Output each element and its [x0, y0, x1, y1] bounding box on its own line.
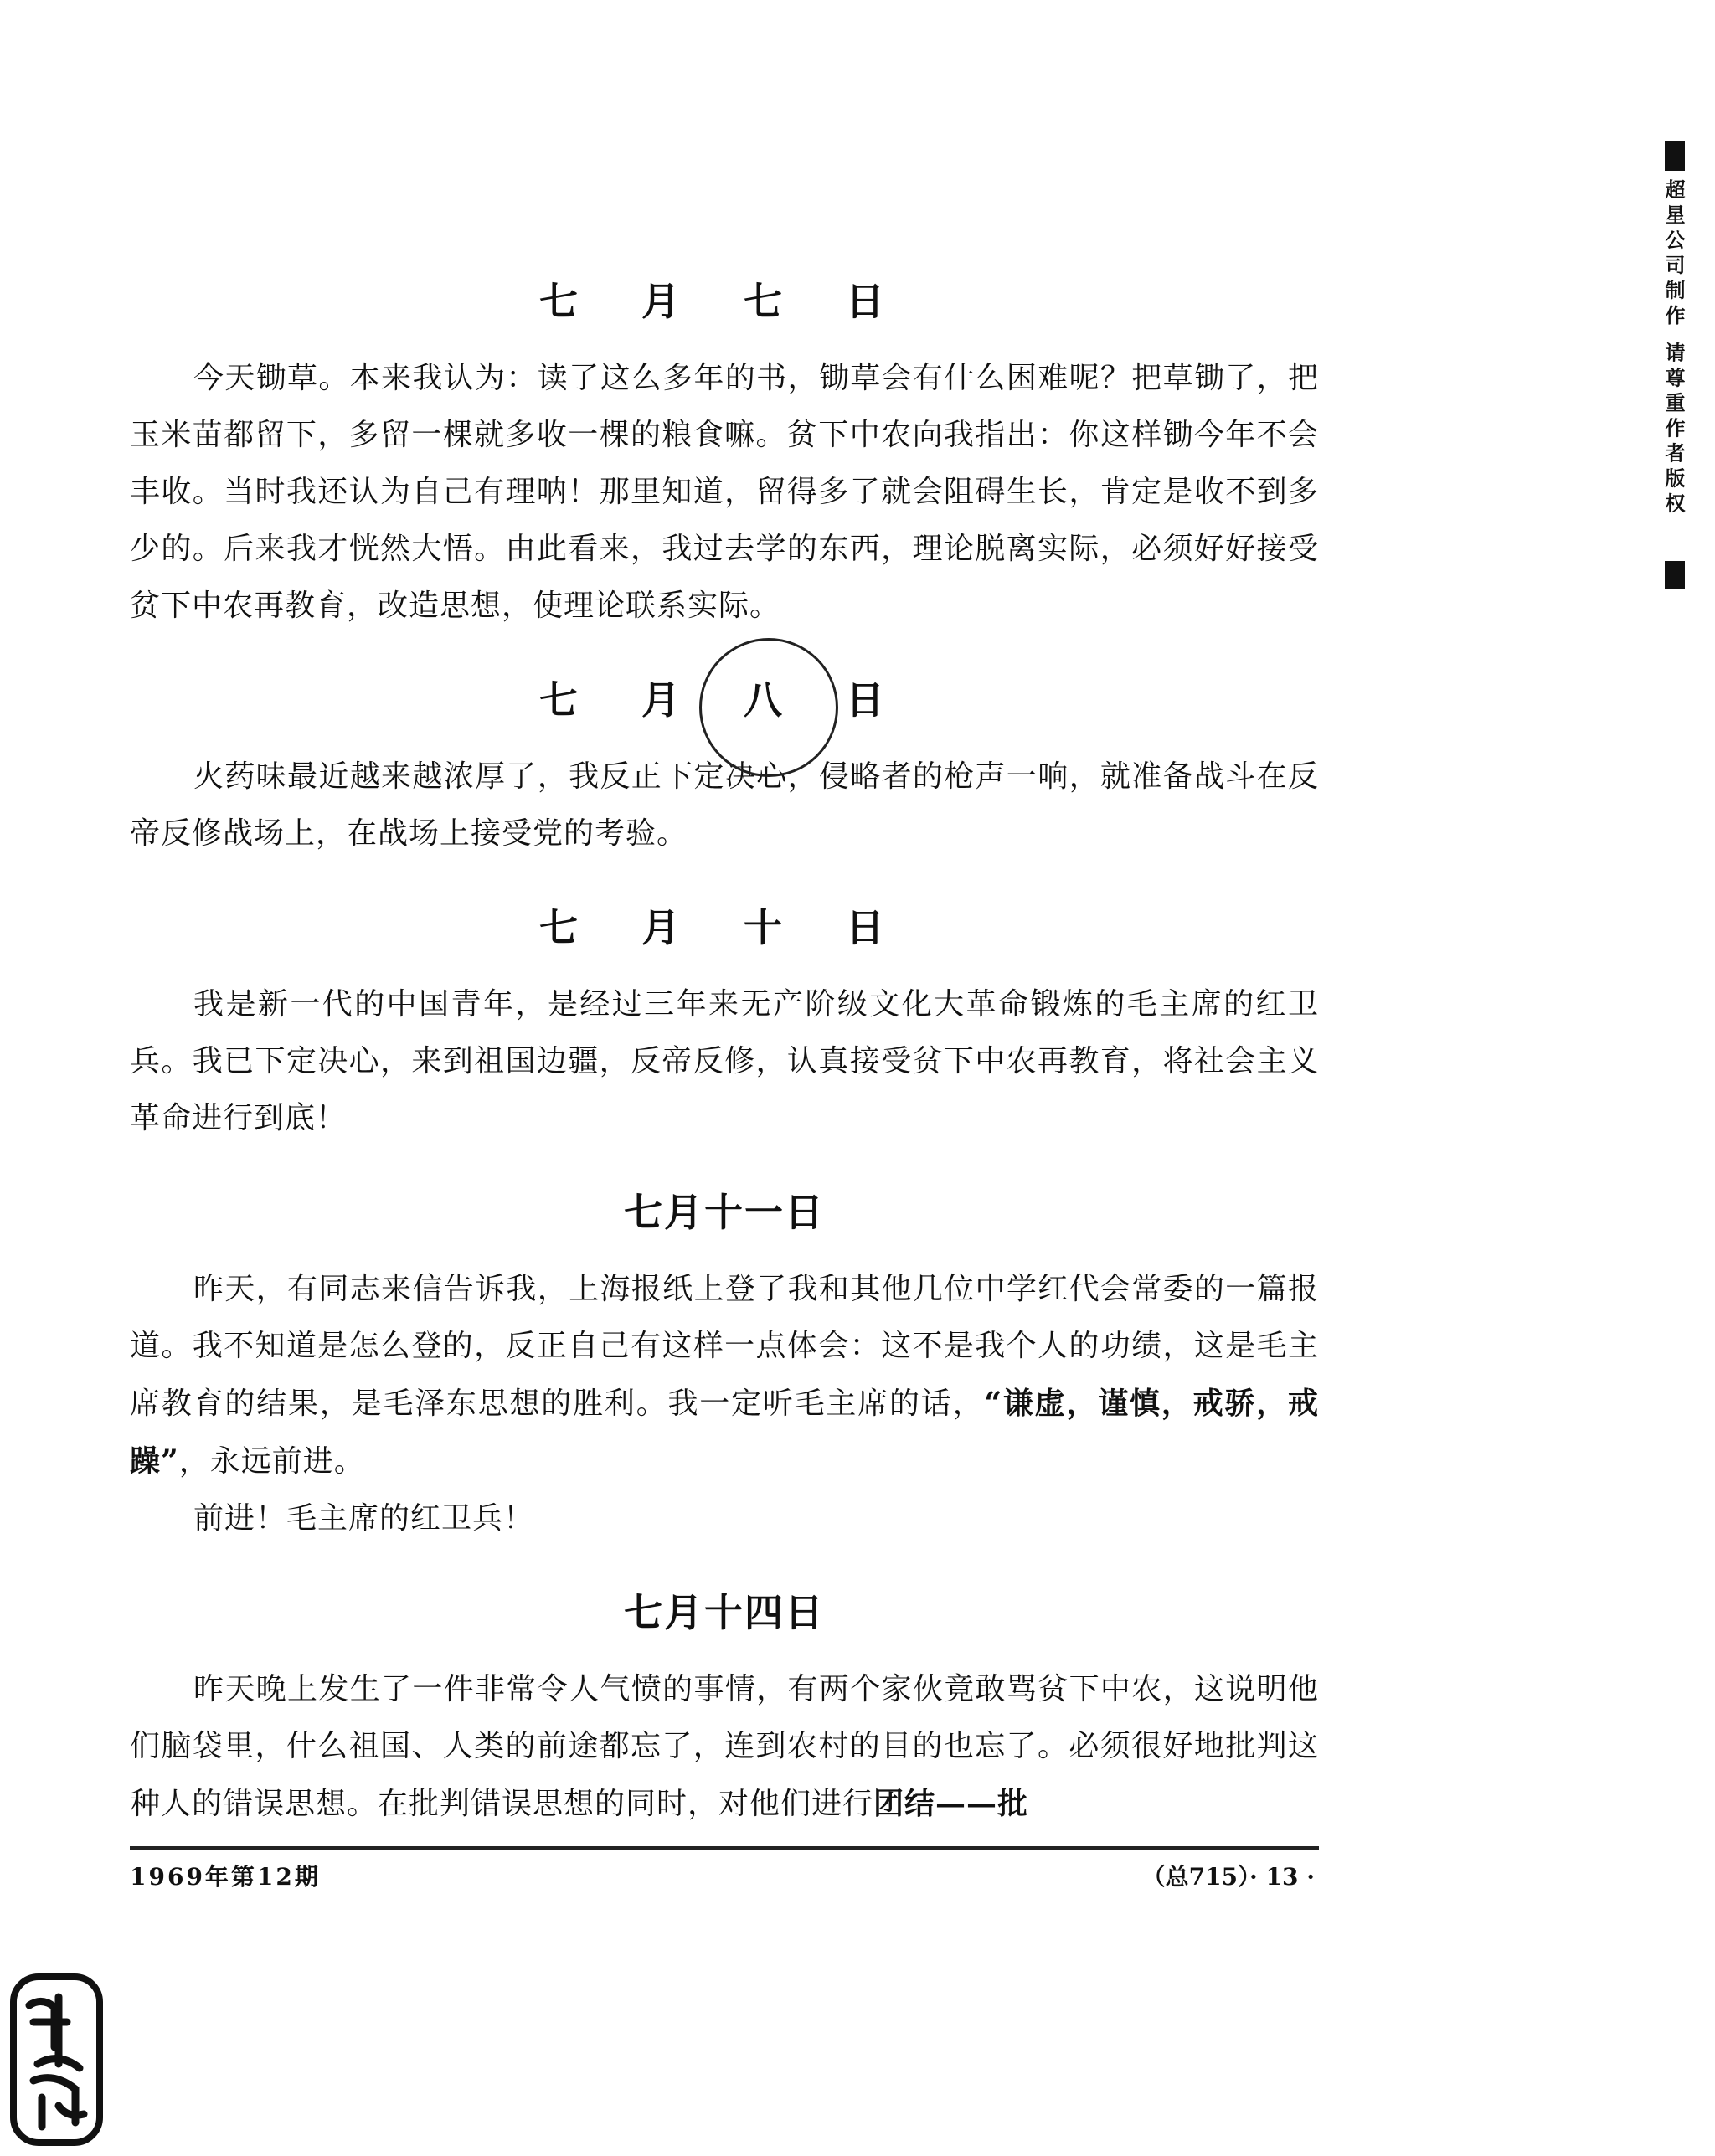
- entry-paragraph: 前进！毛主席的红卫兵！: [193, 1501, 535, 1536]
- diary-entry-jul-7: [130, 276, 1319, 635]
- diary-entry-jul-8: [130, 675, 1319, 862]
- bold-quote: “谦虚，谨慎，戒骄，戒躁”: [130, 1386, 1319, 1479]
- page-number: （总715）· 13 ·: [1141, 1863, 1315, 1891]
- footer-divider: [130, 1846, 1319, 1850]
- entry-date: 七月十四日: [624, 1590, 825, 1635]
- watermark-label: 超星公司制作 请尊重作者版权: [1661, 179, 1685, 518]
- diary-entry-jul-11: [130, 1187, 1319, 1547]
- diary-entry-jul-14: [130, 1587, 1319, 1833]
- entry-date: 七 月 八 日: [538, 677, 910, 723]
- side-marker-top: [1665, 141, 1685, 171]
- entry-paragraph: 我是新一代的中国青年，是经过三年来无产阶级文化大革命锻炼的毛主席的红卫兵。我已下定决心，来到祖国边疆，反帝反修，认真接受贫下中农再教育，将社会主义革命进行到底！: [130, 987, 1319, 1135]
- paragraph-text: 昨天晚上发生了一件非常令人气愤的事情，有两个家伙竟敢骂贫下中农，这说明他们脑袋里，什么祖国、人类的前途都忘了，连到农村的目的也忘了。必须很好地批判这种人的错误思想。在批判错误思想的同时，对他们进行: [130, 1672, 1319, 1821]
- entry-date: 七 月 十 日: [538, 905, 910, 950]
- library-seal-stamp: [8, 1972, 105, 2148]
- entry-date: 七月十一日: [624, 1190, 825, 1235]
- entry-date: 七 月 七 日: [538, 279, 910, 324]
- article-body: [130, 276, 1319, 1873]
- entry-paragraph: [130, 1261, 1319, 1490]
- issue-label: 1969年第12期: [130, 1863, 321, 1891]
- diary-entry-jul-10: [130, 903, 1319, 1147]
- paragraph-text: 昨天，有同志来信告诉我，上海报纸上登了我和其他几位中学红代会常委的一篇报道。我不知道是怎么登的，反正自己有这样一点体会：这不是我个人的功绩，这是毛主席教育的结果，是毛泽东思想的胜利。我一定听毛主席的话，: [130, 1272, 1319, 1421]
- entry-paragraph: [130, 1661, 1319, 1833]
- side-marker-bottom: [1665, 561, 1685, 589]
- bold-tail: 团结——批: [873, 1786, 1029, 1821]
- entry-paragraph: 火药味最近越来越浓厚了，我反正下定决心，侵略者的枪声一响，就准备战斗在反帝反修战场上，在战场上接受党的考验。: [130, 759, 1319, 851]
- paragraph-text-tail: ，永远前进。: [178, 1444, 365, 1479]
- entry-paragraph: 今天锄草。本来我认为：读了这么多年的书，锄草会有什么困难呢？把草锄了，把玉米苗都留下，多留一棵就多收一棵的粮食嘛。贫下中农向我指出：你这样锄今年不会丰收。当时我还认为自己有理呐！那里知道，留得多了就会阻碍生长，肯定是收不到多少的。后来我才恍然大悟。由此看来，我过去学的东西，理论脱离实际，必须好好接受贫下中农再教育，改造思想，使理论联系实际。: [130, 361, 1319, 623]
